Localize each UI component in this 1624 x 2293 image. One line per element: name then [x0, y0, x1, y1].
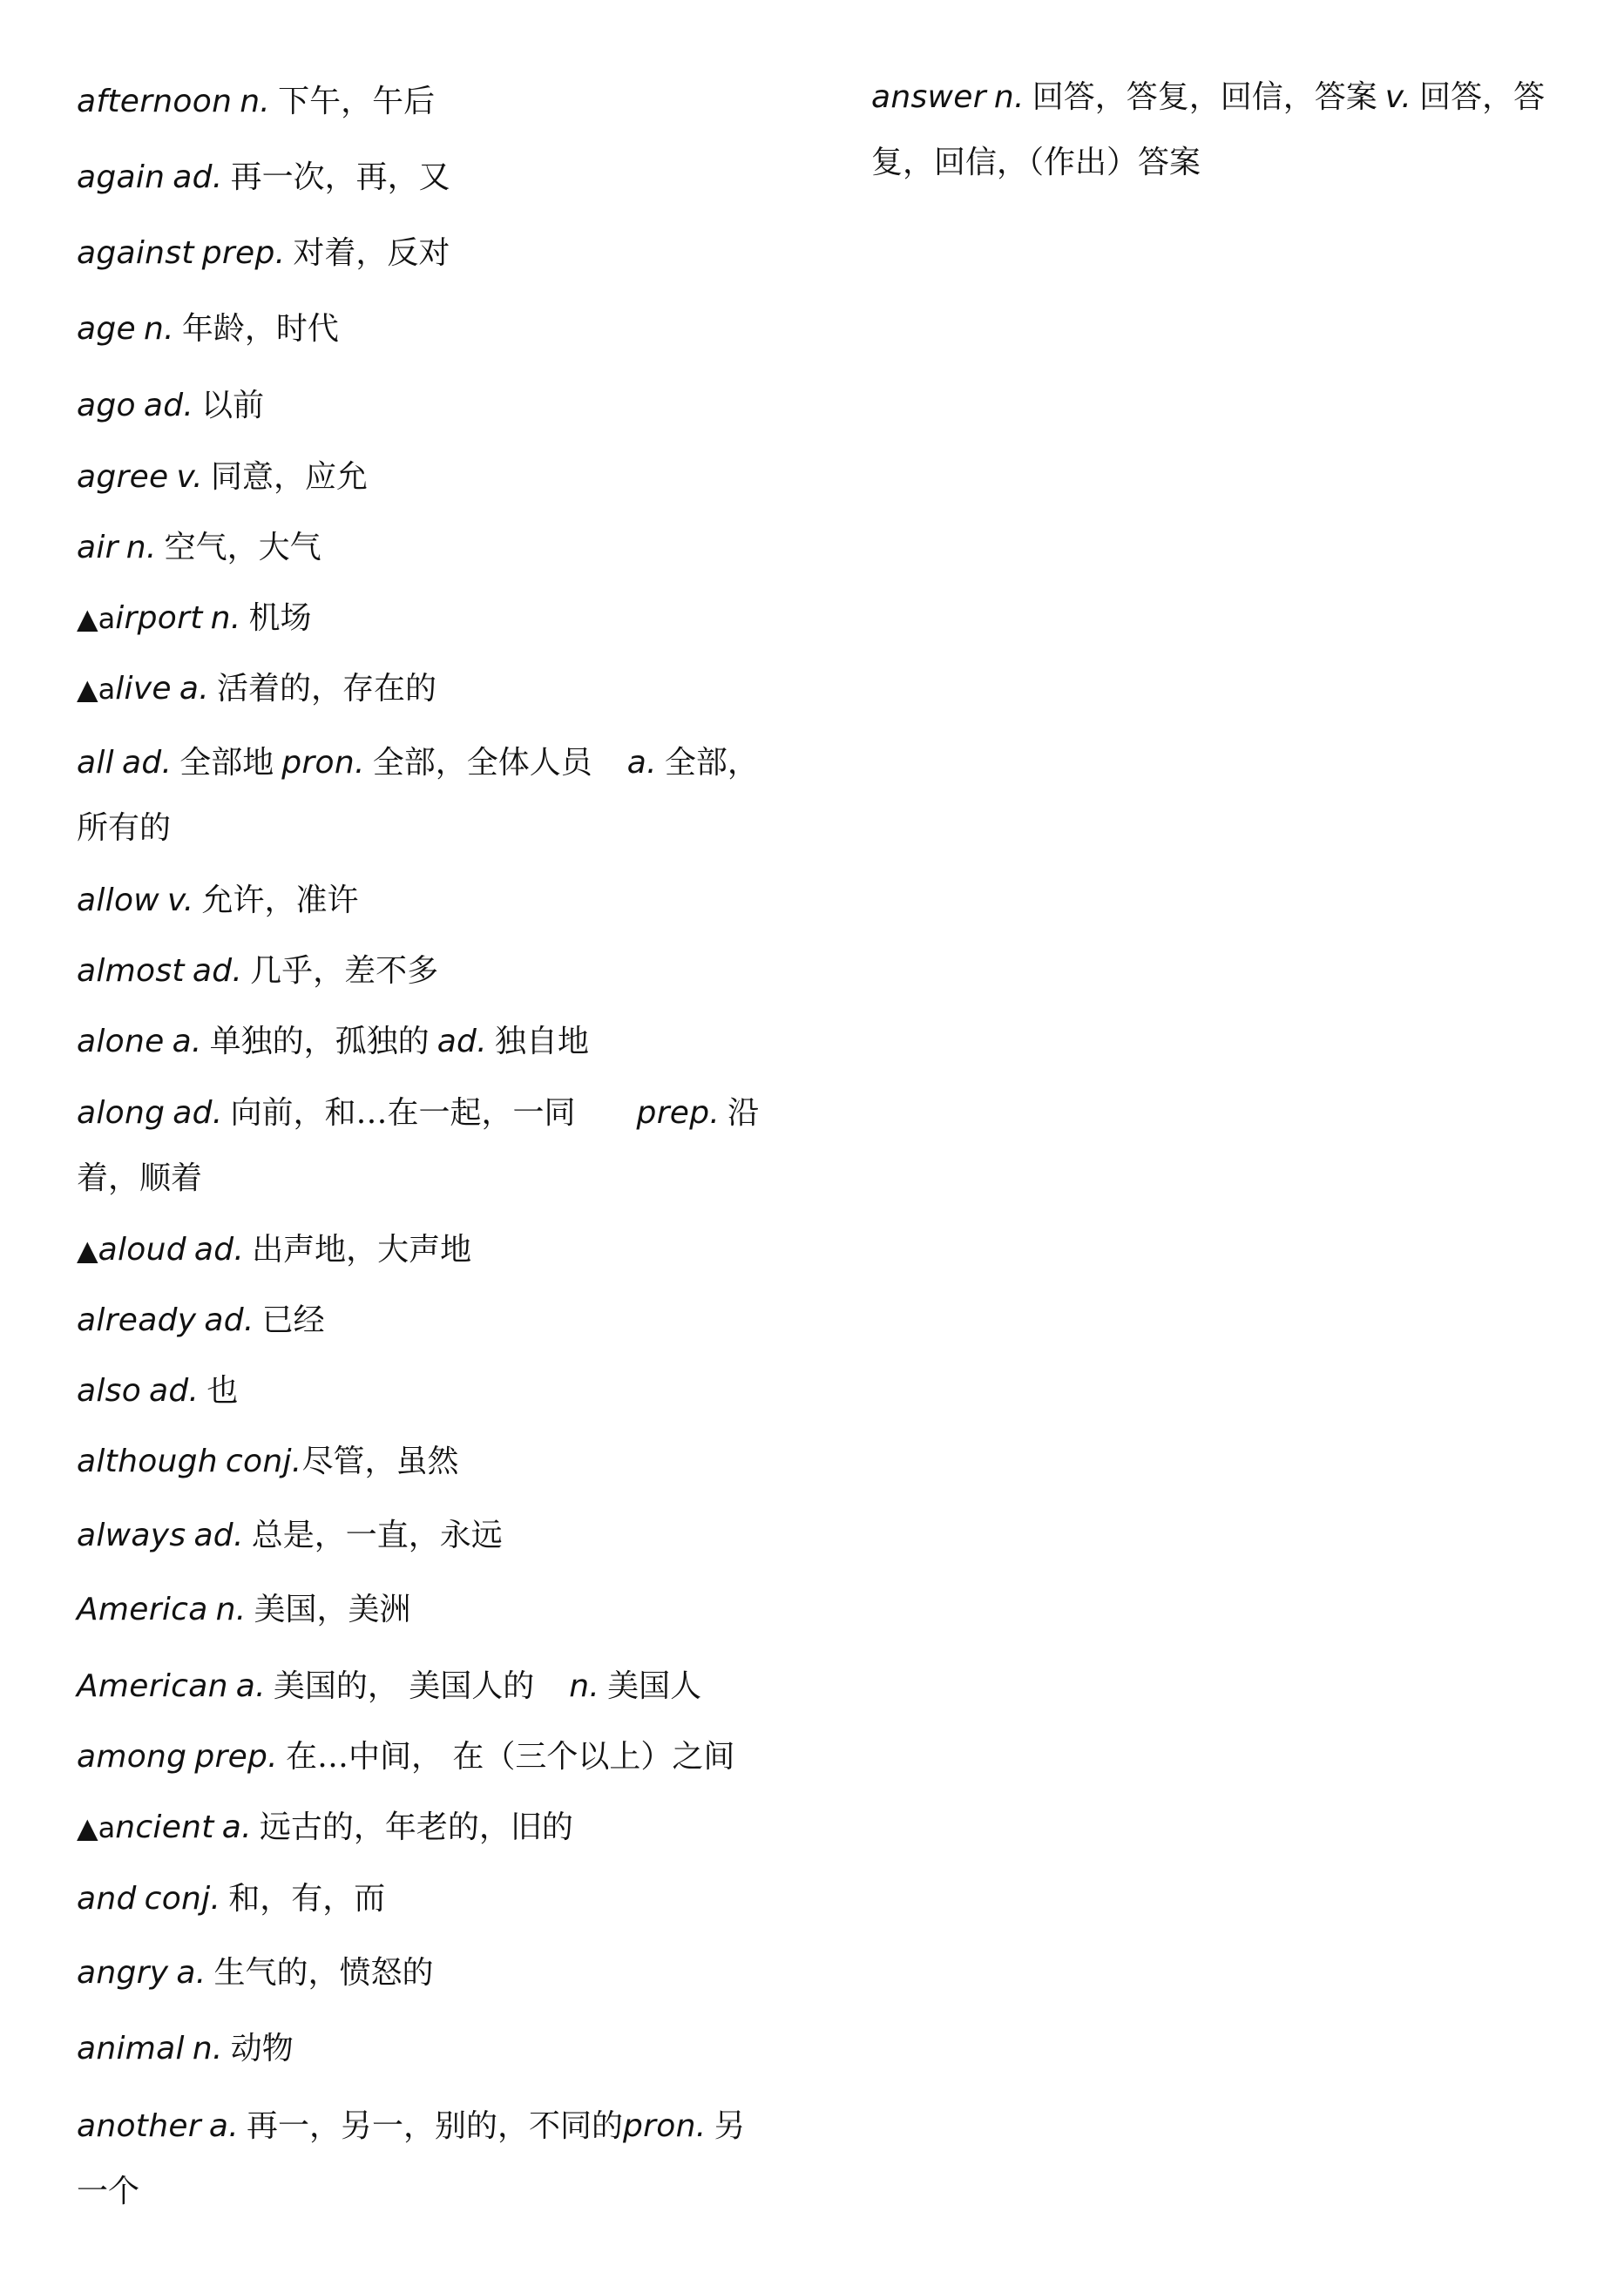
- entry-always: [77, 1503, 774, 1568]
- definition: 再一，另一，别的，不同的: [247, 2108, 624, 2144]
- headword: answer: [871, 79, 986, 115]
- headword: against: [77, 235, 194, 271]
- definition: 另一个: [77, 2108, 746, 2209]
- definition: 生气的，愤怒的: [213, 1955, 434, 1991]
- definition: 全部，所有的: [77, 745, 759, 846]
- entry-also: [77, 1358, 774, 1424]
- definition: 也: [206, 1373, 239, 1409]
- entry-airport: [77, 585, 774, 651]
- part-of-speech: n.: [125, 530, 157, 565]
- entry-allow: [77, 868, 774, 933]
- part-of-speech: v.: [167, 883, 194, 918]
- definition: 对着，反对: [293, 235, 450, 271]
- headword: always: [77, 1518, 186, 1553]
- headword: all: [77, 745, 114, 781]
- entry-ancient: [77, 1795, 774, 1860]
- headword: angry: [77, 1955, 169, 1991]
- headword: along: [77, 1095, 166, 1131]
- entry-and: [77, 1866, 774, 1931]
- part-of-speech: v.: [1384, 79, 1412, 115]
- entry-all: [77, 730, 774, 861]
- entry-ago: [77, 373, 774, 438]
- headword: aloud: [98, 1232, 186, 1268]
- entry-among: [77, 1724, 774, 1789]
- definition: 年龄，时代: [181, 311, 339, 347]
- headword: animal: [77, 2031, 185, 2066]
- definition: 再一次，再，又: [230, 159, 450, 195]
- entry-agree: [77, 444, 774, 510]
- definition: 回答，答复，回信，（作出）答案: [871, 79, 1546, 180]
- part-of-speech: ad.: [193, 1518, 244, 1553]
- definition: 独自地: [494, 1024, 589, 1059]
- headword: afternoon: [77, 84, 233, 119]
- headword: air: [77, 530, 118, 565]
- part-of-speech: pron.: [281, 745, 365, 781]
- headword: although: [77, 1444, 218, 1479]
- part-of-speech: a.: [172, 1024, 202, 1059]
- definition: 和，有，而: [228, 1881, 386, 1917]
- part-of-speech: conj.: [225, 1444, 302, 1479]
- headword: age: [77, 311, 136, 347]
- headword: also: [77, 1373, 142, 1409]
- definition: 向前，和…在一起，一同: [230, 1095, 576, 1131]
- entry-along: [77, 1080, 774, 1211]
- part-of-speech: ad.: [121, 745, 173, 781]
- headword: irport: [115, 600, 203, 636]
- definition: 美国的， 美国人的: [273, 1668, 535, 1704]
- entry-against: [77, 220, 774, 286]
- part-of-speech: n.: [192, 2031, 223, 2066]
- headword: among: [77, 1739, 187, 1775]
- headword: ago: [77, 388, 136, 423]
- entry-american: [77, 1654, 774, 1719]
- definition: 出声地，大声地: [252, 1232, 472, 1268]
- headword: another: [77, 2108, 201, 2144]
- headword: alone: [77, 1024, 165, 1059]
- definition: 美国人: [607, 1668, 702, 1704]
- definition: 已经: [261, 1302, 325, 1338]
- headword: ncient: [115, 1809, 214, 1845]
- headword: agree: [77, 459, 169, 495]
- part-of-speech: v.: [176, 459, 203, 495]
- entry-angry: [77, 1940, 774, 2006]
- entry-afternoon: [77, 69, 774, 134]
- definition: 动物: [230, 2031, 294, 2066]
- entry-although: [77, 1429, 774, 1494]
- entry-answer: [871, 64, 1560, 195]
- definition: 全部，全体人员: [372, 745, 592, 781]
- part-of-speech: ad.: [143, 388, 194, 423]
- headword: allow: [77, 883, 160, 918]
- part-of-speech: ad.: [204, 1302, 254, 1338]
- definition: 在…中间， 在（三个以上）之间: [285, 1739, 735, 1775]
- headword: live: [115, 671, 172, 707]
- part-of-speech: a.: [176, 1955, 206, 1991]
- headword: American: [77, 1668, 228, 1704]
- triangle-marker-icon: ▲a: [77, 673, 116, 706]
- definition: 单独的，孤独的: [209, 1024, 430, 1059]
- entry-america: [77, 1577, 774, 1642]
- entry-alone: [77, 1009, 774, 1074]
- entry-age: [77, 296, 774, 362]
- headword: America: [77, 1592, 208, 1627]
- part-of-speech: n.: [143, 311, 174, 347]
- part-of-speech: n.: [569, 1668, 600, 1704]
- entry-aloud: [77, 1217, 774, 1282]
- definition: 总是，一直，永远: [251, 1518, 503, 1553]
- part-of-speech: prep.: [636, 1095, 721, 1131]
- part-of-speech: prep.: [194, 1739, 278, 1775]
- entry-animal: [77, 2016, 774, 2081]
- entry-again: [77, 145, 774, 210]
- part-of-speech: ad.: [193, 1232, 245, 1268]
- headword: again: [77, 159, 166, 195]
- part-of-speech: n.: [210, 600, 241, 636]
- entry-alive: [77, 656, 774, 721]
- definition: 机场: [248, 600, 312, 636]
- definition: 回答，答复，回信，答案: [1032, 79, 1377, 115]
- definition: 远古的，年老的，旧的: [259, 1809, 573, 1845]
- definition: 全部地: [179, 745, 274, 781]
- part-of-speech: ad.: [173, 1095, 223, 1131]
- definition: 活着的，存在的: [217, 671, 437, 707]
- part-of-speech: a.: [208, 2108, 239, 2144]
- definition: 允许，准许: [201, 883, 359, 918]
- definition: 空气，大气: [164, 530, 321, 565]
- definition: 下午，午后: [278, 84, 436, 119]
- headword: and: [77, 1881, 137, 1917]
- entry-already: [77, 1288, 774, 1353]
- part-of-speech: a.: [221, 1809, 252, 1845]
- triangle-marker-icon: ▲a: [77, 602, 116, 635]
- part-of-speech: prep.: [201, 235, 286, 271]
- headword: already: [77, 1302, 197, 1338]
- definition: 沿着，顺着: [77, 1095, 760, 1196]
- part-of-speech: ad.: [436, 1024, 487, 1059]
- part-of-speech: ad.: [149, 1373, 200, 1409]
- part-of-speech: n.: [240, 84, 271, 119]
- part-of-speech: pron.: [623, 2108, 707, 2144]
- definition: 几乎，差不多: [250, 953, 439, 989]
- part-of-speech: a.: [235, 1668, 266, 1704]
- part-of-speech: ad.: [192, 953, 243, 989]
- entry-another: [77, 2093, 774, 2224]
- entry-almost: [77, 938, 774, 1004]
- part-of-speech: n.: [215, 1592, 247, 1627]
- entry-air: [77, 515, 774, 580]
- part-of-speech: a.: [179, 671, 209, 707]
- part-of-speech: a.: [626, 745, 657, 781]
- triangle-marker-icon: ▲a: [77, 1811, 116, 1844]
- part-of-speech: n.: [993, 79, 1025, 115]
- definition: 尽管，虽然: [301, 1444, 459, 1479]
- definition: 美国，美洲: [254, 1592, 411, 1627]
- definition: 以前: [201, 388, 265, 423]
- definition: 同意，应允: [210, 459, 368, 495]
- triangle-marker-icon: ▲: [77, 1234, 98, 1267]
- part-of-speech: ad.: [173, 159, 223, 195]
- part-of-speech: conj.: [144, 1881, 221, 1917]
- headword: almost: [77, 953, 185, 989]
